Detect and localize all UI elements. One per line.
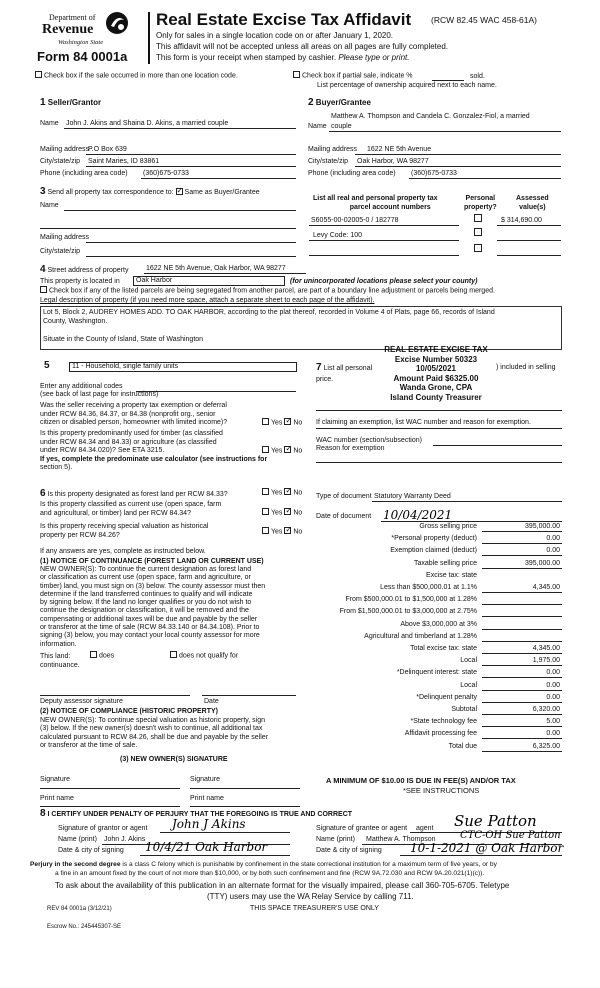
notice1-body-line: signing (3) below, you may contact your local county assessor for more [40, 632, 260, 640]
notice1-body-line: by signing below. If the land no longer qualifies or you do not wish to [40, 599, 252, 607]
sold-label: sold. [470, 73, 485, 80]
notice1-body-line: information. [40, 640, 77, 648]
buyer-name[interactable]: couple [331, 123, 352, 130]
notice1-body-line: or classification as current use (open space, farm and agriculture, or [40, 574, 251, 582]
escrow-number: Escrow No.: 245445307-SE [47, 924, 122, 930]
notice1-body [40, 566, 265, 649]
tax-row-value[interactable]: 0.00 [546, 681, 560, 689]
dor-logo-icon [106, 12, 128, 34]
notice3-title: (3) NEW OWNER(S) SIGNATURE [120, 756, 228, 763]
wac-label: WAC number (section/subsection) [316, 437, 422, 444]
section3-heading: 3 Send all property tax correspondence to: ✓ Same as Buyer/Grantee [40, 186, 260, 197]
grantee-name-note: CTC-OH Sue Patton [460, 830, 561, 841]
grantee-agent-word: agent [416, 825, 434, 832]
exemption-yes-no[interactable]: Yes ✓ No [262, 419, 302, 426]
personal-checkbox-1[interactable] [474, 215, 484, 223]
tax-row-label: From $500,000.01 to $1,500,000 at 1.28% [345, 596, 477, 604]
treasurer-use-only: THIS SPACE TREASURER'S USE ONLY [250, 905, 379, 912]
assessed-col-header: Assessed value(s) [516, 195, 549, 211]
form-number: Form 84 0001a [37, 49, 128, 64]
tax-row-value[interactable]: 6,320.00 [532, 706, 560, 713]
seller-address[interactable]: P.O Box 639 [88, 146, 127, 153]
alt-format-line1: To ask about the availability of this publication in an alternate format for the visually impaired, please call 360-705-6705. Teletype [55, 881, 510, 890]
new-owner-signature-label-2: Signature [190, 776, 220, 783]
grantor-name-label: Name (print) [58, 836, 97, 843]
tax-row-value[interactable]: 6,325.00 [532, 742, 560, 750]
section7-label: 7 List all personal [316, 362, 373, 373]
levy-code[interactable]: Levy Code: 100 [313, 232, 363, 239]
see-instructions: *SEE INSTRUCTIONS [403, 786, 480, 795]
buyer-name-label: Name [308, 123, 327, 130]
forest-question: 6 Is this property designated as forest land per RCW 84.33? [40, 488, 228, 499]
doc-type[interactable]: Statutory Warranty Deed [374, 493, 451, 500]
dept-line2: Revenue [42, 22, 94, 37]
current-use-yes-no[interactable]: Yes ✓ No [262, 509, 302, 516]
grantor-date-label: Date & city of signing [58, 847, 124, 854]
does-not-checkbox[interactable]: does not qualify for [170, 652, 238, 659]
header-note1: Only for sales in a single location code on or after January 1, 2020. [156, 31, 394, 40]
tax-row-label: *State technology fee [410, 718, 477, 726]
buyer-name-line1: Matthew A. Thompson and Candela C. Gonzalez-Fiol, a married [331, 113, 530, 120]
notice2-title: (2) NOTICE OF COMPLIANCE (HISTORIC PROPERTY) [40, 708, 218, 715]
property-street[interactable]: 1622 NE 5th Avenue, Oak Harbor, WA 98277 [146, 265, 286, 272]
buyer-address-label: Mailing address [308, 146, 358, 153]
certify-text: 8 I CERTIFY UNDER PENALTY OF PERJURY THAT THE FOREGOING IS TRUE AND CORRECT [40, 808, 353, 819]
tax-row-label: From $1,500,000.01 to $3,000,000 at 2.75% [339, 608, 477, 616]
header-note3: This form is your receipt when stamped by cashier. Please type or print. [156, 53, 410, 62]
grantee-name-label: Name (print) [316, 836, 355, 843]
tax-row-value[interactable]: 0.00 [546, 730, 560, 738]
section3-address-label: Mailing address [40, 234, 90, 241]
seller-name-label: Name [40, 120, 59, 127]
buyer-city-label: City/state/zip [308, 158, 349, 165]
notice1-body-line: timber) land, you must sign on (3) below. The county assessor must then [40, 582, 266, 590]
tax-row-label: Subtotal [451, 706, 477, 713]
section7-included: ) included in selling [496, 364, 556, 371]
notice1-body-line: or transferor at the time of sale (RCW 84.33.140 or 84.34.108). Prior to [40, 624, 260, 632]
notice2-body-line: (3) below. If the new owner(s) doesn't wish to continue, all additional tax [40, 725, 263, 733]
alt-format-line2: (TTY) users may use the WA Relay Service by calling 711. [207, 892, 414, 901]
tax-row-value[interactable]: 0.00 [546, 547, 560, 555]
grantor-date-city[interactable]: 10/4/21 Oak Harbor [145, 840, 268, 854]
notice2-body-line: calculated pursuant to RCW 84.26, shall be due and payable by the seller [40, 733, 269, 741]
tax-row-value[interactable]: 0.00 [546, 535, 560, 543]
deputy-label: Deputy assessor signature [40, 698, 123, 705]
tax-row-label: Taxable selling price [413, 559, 477, 567]
additional-codes-label: Enter any additional codes [40, 383, 123, 390]
header-note2: This affidavit will not be accepted unless all areas on all pages are fully completed. [156, 42, 449, 51]
section5-num: 5 [44, 360, 50, 371]
page-title: Real Estate Excise Tax Affidavit [156, 10, 412, 29]
statute: (RCW 82.45 WAC 458-61A) [431, 15, 537, 25]
grantor-name[interactable]: John J. Akins [104, 836, 146, 843]
tax-row-value[interactable]: 0.00 [546, 693, 560, 701]
parcel-number-1[interactable]: S6055-00-02005-0 / 182778 [311, 217, 399, 224]
tax-row-label: Total excise tax: state [410, 645, 477, 652]
partial-sale-label: Check box if partial sale, indicate % [302, 72, 413, 80]
buyer-address[interactable]: 1622 NE 5th Avenue [367, 146, 432, 153]
tax-row-value[interactable]: 4,345.00 [532, 645, 560, 652]
located-label: This property is located in [40, 278, 120, 285]
tax-row-value[interactable]: 1,975.00 [532, 657, 560, 665]
notice2-body [40, 717, 268, 750]
personal-col-header: Personal property? [464, 195, 497, 211]
located-select[interactable] [133, 276, 285, 286]
partial-sale-checkbox[interactable] [293, 72, 413, 79]
tax-row-label: Exemption claimed (deduct) [390, 547, 477, 555]
grantee-name[interactable]: Matthew A. Thompson [366, 836, 436, 843]
use-code-value: 11 - Household, single family units [72, 363, 179, 370]
multi-location-label: Check box if the sale occurred in more than one location code. [44, 72, 238, 80]
tax-row-label: *Personal property (deduct) [391, 535, 477, 543]
segregated-label: Check box if any of the listed parcels are being segregated from another parcel, are part of a boundary line adjustment or parcels being merged. [49, 287, 495, 295]
dept-line1: Department of [49, 13, 96, 22]
seller-city-label: City/state/zip [40, 158, 81, 165]
seller-address-label: Mailing address [40, 146, 90, 153]
section3-city-label: City/state/zip [40, 248, 81, 255]
dept-line3: Washington State [58, 39, 104, 46]
new-owner-signature-label-1: Signature [40, 776, 70, 783]
tax-row-label: Total due [448, 742, 477, 750]
grantor-sig-label: Signature of grantor or agent [58, 825, 148, 832]
use-code-select[interactable] [69, 362, 297, 372]
timber-question: Is this property predominantly used for timber (as classified under RCW 84.34 and 84.33) or agriculture (as classified under RCW 84.34.020)? See ETA 3215. If yes, complete the predominate use calculator (see instructions for section 5). [40, 430, 268, 471]
street-label: 4 Street address of property [40, 264, 129, 275]
legal-line1: Lot 5, Block 2, AUDREY HOMES ADD. TO OAK HARBOR, according to the plat thereof, recorded in Volume 4 of Plats, page 66, records of Island [43, 309, 495, 316]
buyer-heading: 2 Buyer/Grantee [308, 97, 371, 108]
reason-label: Reason for exemption [316, 445, 385, 452]
seller-phone[interactable]: (360)675-0733 [143, 170, 189, 177]
grantee-date-label: Date & city of signing [316, 847, 382, 854]
section3-name-label: Name [40, 202, 59, 209]
seller-phone-label: Phone (including area code) [40, 170, 128, 177]
deputy-date-label: Date [204, 698, 219, 705]
tax-row-value[interactable]: 395,000.00 [524, 523, 560, 530]
new-owner-print-label-2: Print name [190, 795, 224, 802]
located-value: Oak Harbor [136, 277, 173, 284]
legal-line2: County, Washington. [43, 318, 108, 325]
notice1-title: (1) NOTICE OF CONTINUANCE (FOREST LAND OR CURRENT USE) [40, 558, 264, 565]
tax-row-label: Local [460, 657, 477, 665]
segregated-checkbox[interactable] [40, 287, 495, 294]
seller-heading: 1 Seller/Grantor [40, 97, 102, 108]
current-use-question: Is this property classified as current use (open space, farm and agricultural, or timber) land per RCW 84.34? [40, 501, 222, 517]
located-note: (for unincorporated locations please select your county) [290, 278, 478, 285]
buyer-city[interactable]: Oak Harbor, WA 98277 [357, 158, 429, 165]
header-divider [148, 12, 150, 64]
tax-row-label: Local [460, 681, 477, 689]
grantor-signature[interactable]: John J Akins [172, 817, 246, 831]
personal-checkbox-3[interactable] [474, 245, 484, 253]
tax-row-label: Less than $500,000.01 at 1.1% [380, 584, 477, 591]
personal-checkbox-2[interactable] [474, 229, 484, 237]
tax-row-label: *Delinquent interest: state [396, 669, 477, 677]
perjury-line1: Perjury in the second degree is a class C felony which is punishable by confinement in the state correctional institution for a maximum term of five years, or by [30, 861, 497, 868]
exemption-question: Was the seller receiving a property tax exemption or deferral under RCW 84.36, 84.37, or 84.38 (nonprofit org., senior citizen or disabled person, homeowner with limited income)? [40, 402, 228, 426]
notice2-body-line: NEW OWNER(S): To continue special valuation as historic property, sign [40, 717, 265, 724]
notice1-body-line: determine if the land transferred continues to qualify and will indicate [40, 590, 253, 598]
tax-row-value[interactable]: 0.00 [546, 669, 560, 677]
timber-yes-no[interactable]: Yes ✓ No [262, 447, 302, 454]
tax-row-label: Excise tax: state [426, 571, 477, 579]
grantee-date-city[interactable]: 10-1-2021 @ Oak Harbor [410, 841, 564, 855]
notice1-body-line: continue the designation or classification, it will be removed and the [40, 607, 249, 615]
notice1-body-line: compensating or additional taxes will be due and payable by the seller [40, 615, 258, 623]
tax-row-label: Gross selling price [419, 523, 477, 530]
grantee-sig-label: Signature of grantee or agent [316, 825, 408, 832]
tax-row-label: Agricultural and timberland at 1.28% [364, 632, 477, 640]
doc-date[interactable]: 10/04/2021 [383, 508, 453, 522]
buyer-phone[interactable]: (360)675-0733 [411, 170, 457, 177]
seller-name[interactable]: John J. Akins and Shaina D. Akins, a married couple [66, 120, 229, 127]
list-percentage-note: List percentage of ownership acquired next to each name. [317, 82, 497, 89]
tax-row-value[interactable]: 5.00 [546, 718, 560, 726]
legal-line3: Situate in the County of Island, State of Washington [43, 336, 204, 343]
legal-description-box[interactable] [40, 306, 562, 350]
rev-number: REV 84 0001a (3/12/21) [47, 906, 112, 912]
multi-location-checkbox[interactable] [35, 72, 238, 79]
buyer-phone-label: Phone (including area code) [308, 170, 396, 177]
new-owner-print-label-1: Print name [40, 795, 74, 802]
doc-type-label: Type of document [316, 493, 372, 500]
minimum-fee-note: A MINIMUM OF $10.00 IS DUE IN FEE(S) AND/OR TAX [326, 776, 516, 785]
tax-row-label: Above $3,000,000 at 3% [400, 620, 477, 628]
parcel-col-header: List all real and personal property tax parcel account numbers [313, 195, 438, 211]
tax-row-value[interactable]: 395,000.00 [524, 559, 560, 567]
continuance-label: continuance. [40, 662, 80, 669]
perjury-line2: a fine in an amount fixed by the court of not more than $10,000, or by both such confinement and fine (RCW 9A.72.030 and RCW 9A.20.021(1)(c)). [55, 870, 485, 877]
historic-question: Is this property receiving special valuation as historical property per RCW 84.26? [40, 523, 209, 539]
legal-label: Legal description of property (if you need more space, attach a separate sheet to each page of the affidavit). [40, 297, 375, 304]
section7-price: price. [316, 376, 334, 383]
seller-city[interactable]: Saint Maries, ID 83861 [88, 158, 160, 165]
grantee-signature[interactable]: Sue Patton [454, 812, 537, 830]
notice1-body-line: NEW OWNER(S): To continue the current designation as forest land [40, 566, 252, 573]
doc-date-label: Date of document [316, 513, 372, 520]
tax-row-value[interactable]: 4,345.00 [532, 584, 560, 591]
exemption-claim-label: If claiming an exemption, list WAC number and reason for exemption. [316, 419, 531, 426]
tax-row-label: Affidavit processing fee [404, 730, 477, 738]
additional-codes-note: (see back of last page for instructions) [40, 391, 159, 398]
forest-yes-no[interactable]: Yes ✓ No [262, 489, 302, 496]
this-land-label: This land: [40, 653, 71, 660]
treasurer-stamp: REAL ESTATE EXCISE TAX Excise Number 50323 10/05/2021 Amount Paid $6325.00 Wanda Grone, CPA Island County Treasurer [384, 345, 488, 402]
tax-row-label: *Delinquent penalty [416, 693, 477, 701]
assessed-value-1[interactable]: $ 314,690.00 [501, 217, 542, 224]
historic-yes-no[interactable]: Yes ✓ No [262, 528, 302, 535]
does-checkbox[interactable]: does [90, 652, 114, 659]
notice2-body-line: or transferor at the time of sale. [40, 741, 138, 749]
answers-note: If any answers are yes, complete as instructed below. [40, 548, 206, 555]
